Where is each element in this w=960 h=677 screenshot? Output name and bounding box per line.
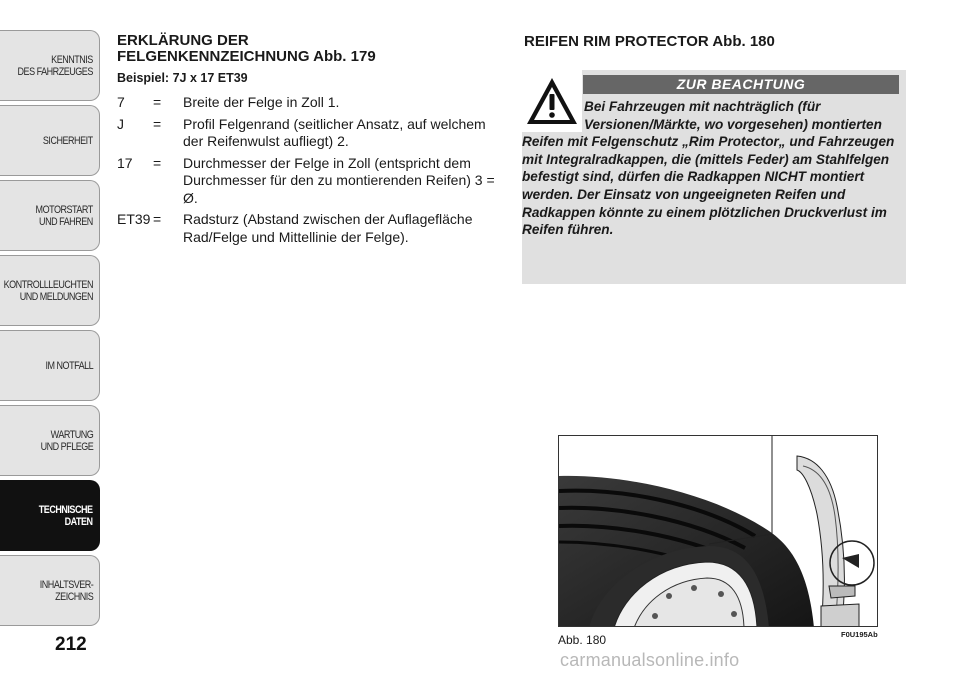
definition-row [117,116,507,151]
definition-value: Durchmesser der Felge in Zoll (entspricht dem Durchmesser für den zu montierenden Reifen) 3 = Ø. [183,154,495,206]
tab-sicherheit[interactable] [0,105,100,176]
tab-motorstart-und-fahren[interactable] [0,180,100,251]
definition-row [117,211,507,246]
definition-key: 17 [117,154,133,171]
definition-equals: = [153,211,162,227]
tab-label: IM NOTFALL [45,359,93,372]
tab-wartung-und-pflege[interactable] [0,405,100,476]
section-heading-rim-protector: REIFEN RIM PROTECTOR Abb. 180 [524,33,775,50]
definition-equals: = [153,115,162,132]
definition-equals: = [153,154,162,171]
tab-label: MOTORSTART UND FAHREN [35,203,93,228]
example-label: Beispiel: 7J x 17 ET39 [117,71,248,85]
figure-caption: Abb. 180 [558,633,607,647]
tab-label: WARTUNG UND PFLEGE [40,428,93,453]
tire-illustration [559,436,878,627]
tab-inhaltsverzeichnis[interactable] [0,555,100,626]
definition-key: J [117,115,124,132]
definition-list [117,94,507,250]
tab-label: KENNTNIS DES FAHRZEUGES [17,53,93,78]
definition-value: Breite der Felge in Zoll 1. [183,94,340,110]
tab-label: SICHERHEIT [43,134,93,147]
tab-label: KONTROLLLEUCHTEN UND MELDUNGEN [3,278,93,303]
tab-kontrollleuchten-und-meldungen[interactable] [0,255,100,326]
warning-box [522,70,906,284]
figure-reference: Abb. 179 [313,48,376,65]
section-heading-rim-marking [117,33,497,65]
warning-title: ZUR BEACHTUNG [583,75,899,94]
tab-im-notfall[interactable] [0,330,100,401]
tab-label: INHALTSVER- ZEICHNIS [39,578,93,603]
definition-equals: = [153,94,162,110]
watermark: carmanualsonline.info [560,650,740,670]
figure-tire-rim-protector [558,435,878,627]
tab-label: TECHNISCHE DATEN [39,503,93,528]
definition-value: Profil Felgenrand (seitlicher Ansatz, auf welchem der Reifenwulst aufliegt) 2. [183,115,486,149]
definition-row [117,155,507,208]
tab-technische-daten[interactable] [0,480,100,551]
heading-line-2: FELGENKENNZEICHNUNG [117,48,310,65]
figure-code: F0U195Ab [841,630,878,639]
definition-row [117,94,507,112]
tab-kenntnis-des-fahrzeuges[interactable] [0,30,100,101]
definition-key: 7 [117,94,125,110]
warning-text: Bei Fahrzeugen mit nachträglich (für Versionen/Märkte, wo vorgesehen) montierten Reifen mit Felgenschutz „Rim Protector„ und Fahrzeugen mit Integralradkappen, die (mittels Feder) am Stahlfelgen befestigt sind, dürfen die Radkappen NICHT montiert werden. Der Einsatz von ungeeigneten Reifen und Radkappen könnte zu einem plötzlichen Druckverlust im Reifen führen. [522,99,895,238]
definition-value: Radsturz (Abstand zwischen der Auflagefläche Rad/Felge und Mittellinie der Felge). [183,211,473,245]
heading-line-1: ERKLÄRUNG DER [117,32,249,49]
definition-key: ET39 [117,211,151,227]
page-number: 212 [55,634,87,655]
